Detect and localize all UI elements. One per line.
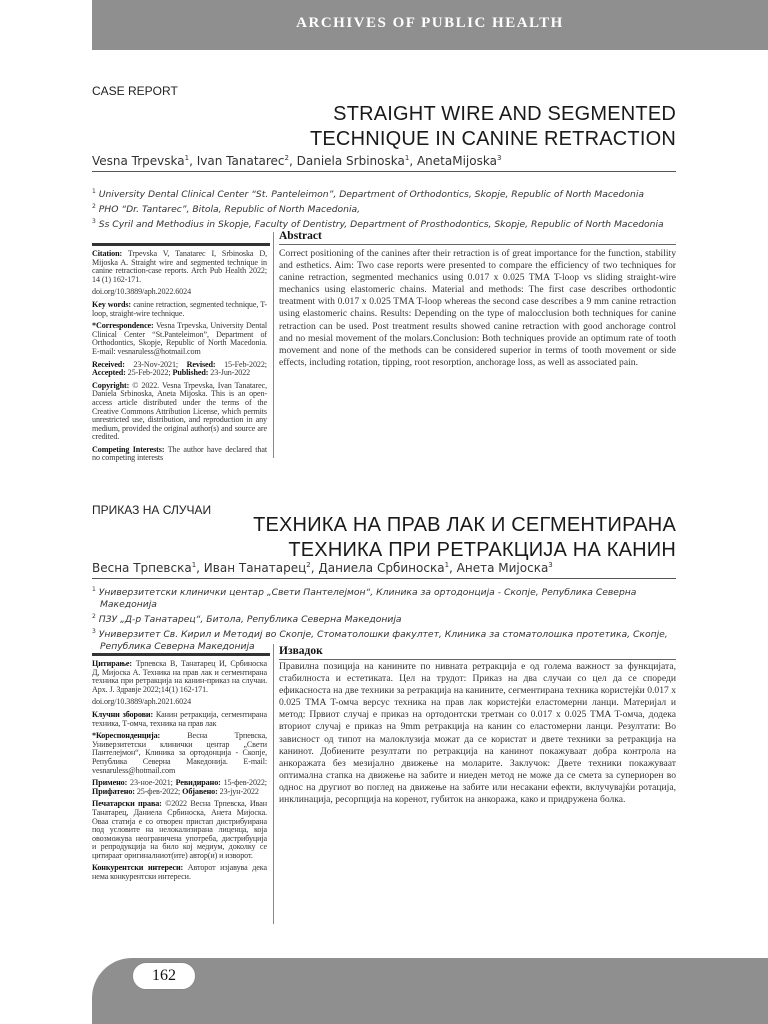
- affiliation: $^3$ Ss Cyril and Methodius in Skopje, Faculty of Dentistry, Department of Prosthodontics, Skopje, Republic of North Macedonia: [92, 218, 664, 231]
- affiliation: $^2$ PHO “Dr. Tantarec”, Bitola, Republic of North Macedonia,: [92, 203, 361, 216]
- affiliation: $^2$ ПЗУ „Д-р Танатарец“, Битола, Република Северна Македонија: [92, 613, 402, 626]
- copyright: Печатарски права: ©2022 Весна Трпевска, Иван Танатарец, Даниела Србиноска, Анета Мијоска. Оваа статија е со отворен пристап дистрибуирана под условите на нелокализирана лиценца, која овозможува неограничена употреба, дистрибуција и репродукција на било кој медиум, доколку се цитираат оригиналниот(ите) автор(и) и изворот.: [92, 799, 267, 860]
- author-name: Ivan Tanatarec: [196, 154, 285, 168]
- sidebar-rule-en: [92, 243, 270, 246]
- dates: Received: 23-Nov-2021; Revised: 15-Feb-2022; Accepted: 25-Feb-2022; Published: 23-Jun-2022: [92, 359, 267, 378]
- title-line: STRAIGHT WIRE AND SEGMENTED: [333, 103, 676, 125]
- affiliations-mk: [92, 584, 682, 653]
- column-divider-mk: [273, 644, 274, 924]
- author-list-en: Vesna Trpevska$^1$, Ivan Tanatarec$^2$, Daniela Srbinoska$^1$, AnetaMijoska$^3$: [92, 154, 676, 172]
- abstract-body-mk: Правилна позиција на канините по нивната ретракција е од голема важност за функцијата, стабилноста и естетиката. Цел на трудот: Приказ на два случаи со цел да се спореди ефикасноста на две техники за ретракција на канините, сегментирана техника користејќи 0.017 x 0.025 TMA T-омча версус техника на прав лак користејќи еластомерни ланци. Материјал и метод: Првиот случај е приказ на ортодонтски третман со 0.017 x 0.025 TMA T-омча, додека вториот случај е приказ на 9mm ретракција на канин со еластомерни ланци. Резултати: Во зависност од типот на малоклузија можат да се користат и двете техники за ретракција на канинот. Добиените резултати по ретракција на канинот покажуваат добра контрола на анкоражата без мезијално движење на моларите. Заклучок: Двете техники покажуваат оптимална стапка на движење на забите и ниеден метод не може да се смета за супериорен во однос на другиот во поглед на движење на забите или несакани ефекти, вклучувајќи ротација, инклинација, ресорпција на коренот, губиток на анкоража, како и придружена болка.: [279, 661, 676, 806]
- keywords: Клучни зборови: Канин ретракција, сегментирана техника, Т-омча, техника на прав лак: [92, 709, 267, 728]
- column-divider-en: [273, 232, 274, 458]
- affiliation: $^1$ University Dental Clinical Center “St. Panteleimon”, Department of Orthodontics, Skopje, Republic of North Macedonia: [92, 188, 645, 201]
- author-name: Daniela Srbinoska: [296, 154, 405, 168]
- article-title-en: [310, 102, 676, 152]
- abstract-body-en: Correct positioning of the canines after their retraction is of great importance for the function, stability and esthetics. Aim: Two case reports were presented to compare the efficiency of two techniques for canine retraction, segmented mechanics using 0.017 x 0.025 TMA T-loop vs sliding straight-wire mechanics using elastomeric chains. Material and methods: The first case describes orthodontic treatment with 0.017 x 0.025 TMA T-loop whereas the second case describes a 9 mm canine retraction using elastomeric chains. Results: Depending on the type of malocclusion both techniques for canine retraction can be used. Post treatment results showed canine retraction with good anchorage control and no mesial movement of the molars.Conclusion: Both techniques provide an optimum rate of tooth movement and none of the methods can be considered superior in terms of tooth movement or side effects, including rotation, tipping, root resorption, anchorage loss, as well as associated pain.: [279, 248, 676, 368]
- sidebar-rule-mk: [92, 653, 270, 656]
- author-name: Даниела Србиноска: [318, 561, 445, 575]
- title-line: ТЕХНИКА ПРИ РЕТРАКЦИЈА НА КАНИН: [288, 539, 676, 561]
- title-line: TECHNIQUE IN CANINE RETRACTION: [309, 128, 676, 150]
- section-label-mk: ПРИКАЗ НА СЛУЧАИ: [92, 503, 212, 517]
- competing-interests: Конкурентски интереси: Авторот изјавува дека нема конкурентски интереси.: [92, 863, 267, 882]
- dates: Примено: 23-ное-2021; Ревидирано: 15-фев-2022; Прифатено: 25-фев-2022; Објавено: 23-јун-2022: [92, 778, 267, 796]
- doi: doi.org/10.3889/aph.2021.6024: [92, 697, 192, 707]
- author-name: Иван Танатарец: [203, 561, 307, 575]
- affiliations-en: [92, 186, 682, 231]
- citation: Цитирање: Трпевска В, Танатарец И, Србиноска Д, Мијоска А. Техника на прав лак и сегментирана техника при ретракција на канин-приказ на случаи. Арх. Ј. Здравје 2022;14(1) 162-171.: [92, 659, 267, 694]
- article-info-sidebar-en: [92, 250, 267, 467]
- article-info-sidebar-mk: [92, 660, 267, 886]
- author-name: Анета Мијоска: [456, 561, 549, 575]
- keywords: Key words: canine retraction, segmented technique, T-loop, straight-wire technique.: [92, 299, 267, 318]
- affiliation: $^3$ Универзитет Св. Кирил и Методиј во Скопје, Стоматолошки факултет, Клиника за стоматолошка протетика, Скопје, Република Северна Македонија: [92, 628, 668, 653]
- article-title-mk: [253, 513, 676, 563]
- author-name: AnetaMijoska: [416, 154, 497, 168]
- affiliation: $^1$ Универзитетски клинички центар „Свети Пантелејмон“, Клиника за ортодонција - Скопје, Република Северна Македонија: [92, 586, 637, 611]
- competing-interests: Competing Interests: The author have declared that no competing interests: [92, 444, 267, 463]
- title-line: ТЕХНИКА НА ПРАВ ЛАК И СЕГМЕНТИРАНА: [253, 514, 676, 536]
- journal-name: ARCHIVES OF PUBLIC HEALTH: [296, 15, 564, 31]
- author-name: Vesna Trpevska: [92, 154, 185, 168]
- correspondence: *Кореспонденција: Весна Трпевска, Универзитетски клинички центар „Свети Пантелејмон“, Клиника за ортодонција - Скопје, Република Северна Македонија. E-mail: vesnaruless@hotmail.com: [92, 731, 267, 775]
- abstract-heading-mk: Извадок: [279, 645, 676, 660]
- abstract-heading-en: Abstract: [279, 230, 676, 245]
- author-list-mk: Весна Трпевска$^1$, Иван Танатарец$^2$, Даниела Србиноска$^1$, Анета Мијоска$^3$: [92, 561, 676, 579]
- correspondence: *Correspondence: Vesna Trpevska, University Dental Clinical Center “St.Panteleimon”, Department of Orthodontics, Skopje, Republic of North Macedonia. E-mail: vesnaruless@hotmail.com: [92, 321, 267, 356]
- section-label-en: CASE REPORT: [92, 84, 178, 98]
- page-number: 162: [132, 962, 196, 990]
- author-name: Весна Трпевска: [92, 561, 192, 575]
- citation: Citation: Trpevska V, Tanatarec I, Srbinoska D, Mijoska A. Straight wire and segmented technique in canine retraction-case reports. Arch Pub Health 2022; 14 (1) 162-171.: [92, 249, 267, 284]
- copyright: Copyright: © 2022. Vesna Trpevska, Ivan Tanatarec, Daniela Srbinoska, Aneta Mijoska. This is an open-access article distributed under the terms of the Creative Commons Attribution License, which permits unrestricted use, distribution, and reproduction in any medium, provided the original author(s) and source are credited.: [92, 380, 267, 442]
- doi: doi.org/10.3889/aph.2022.6024: [92, 287, 192, 297]
